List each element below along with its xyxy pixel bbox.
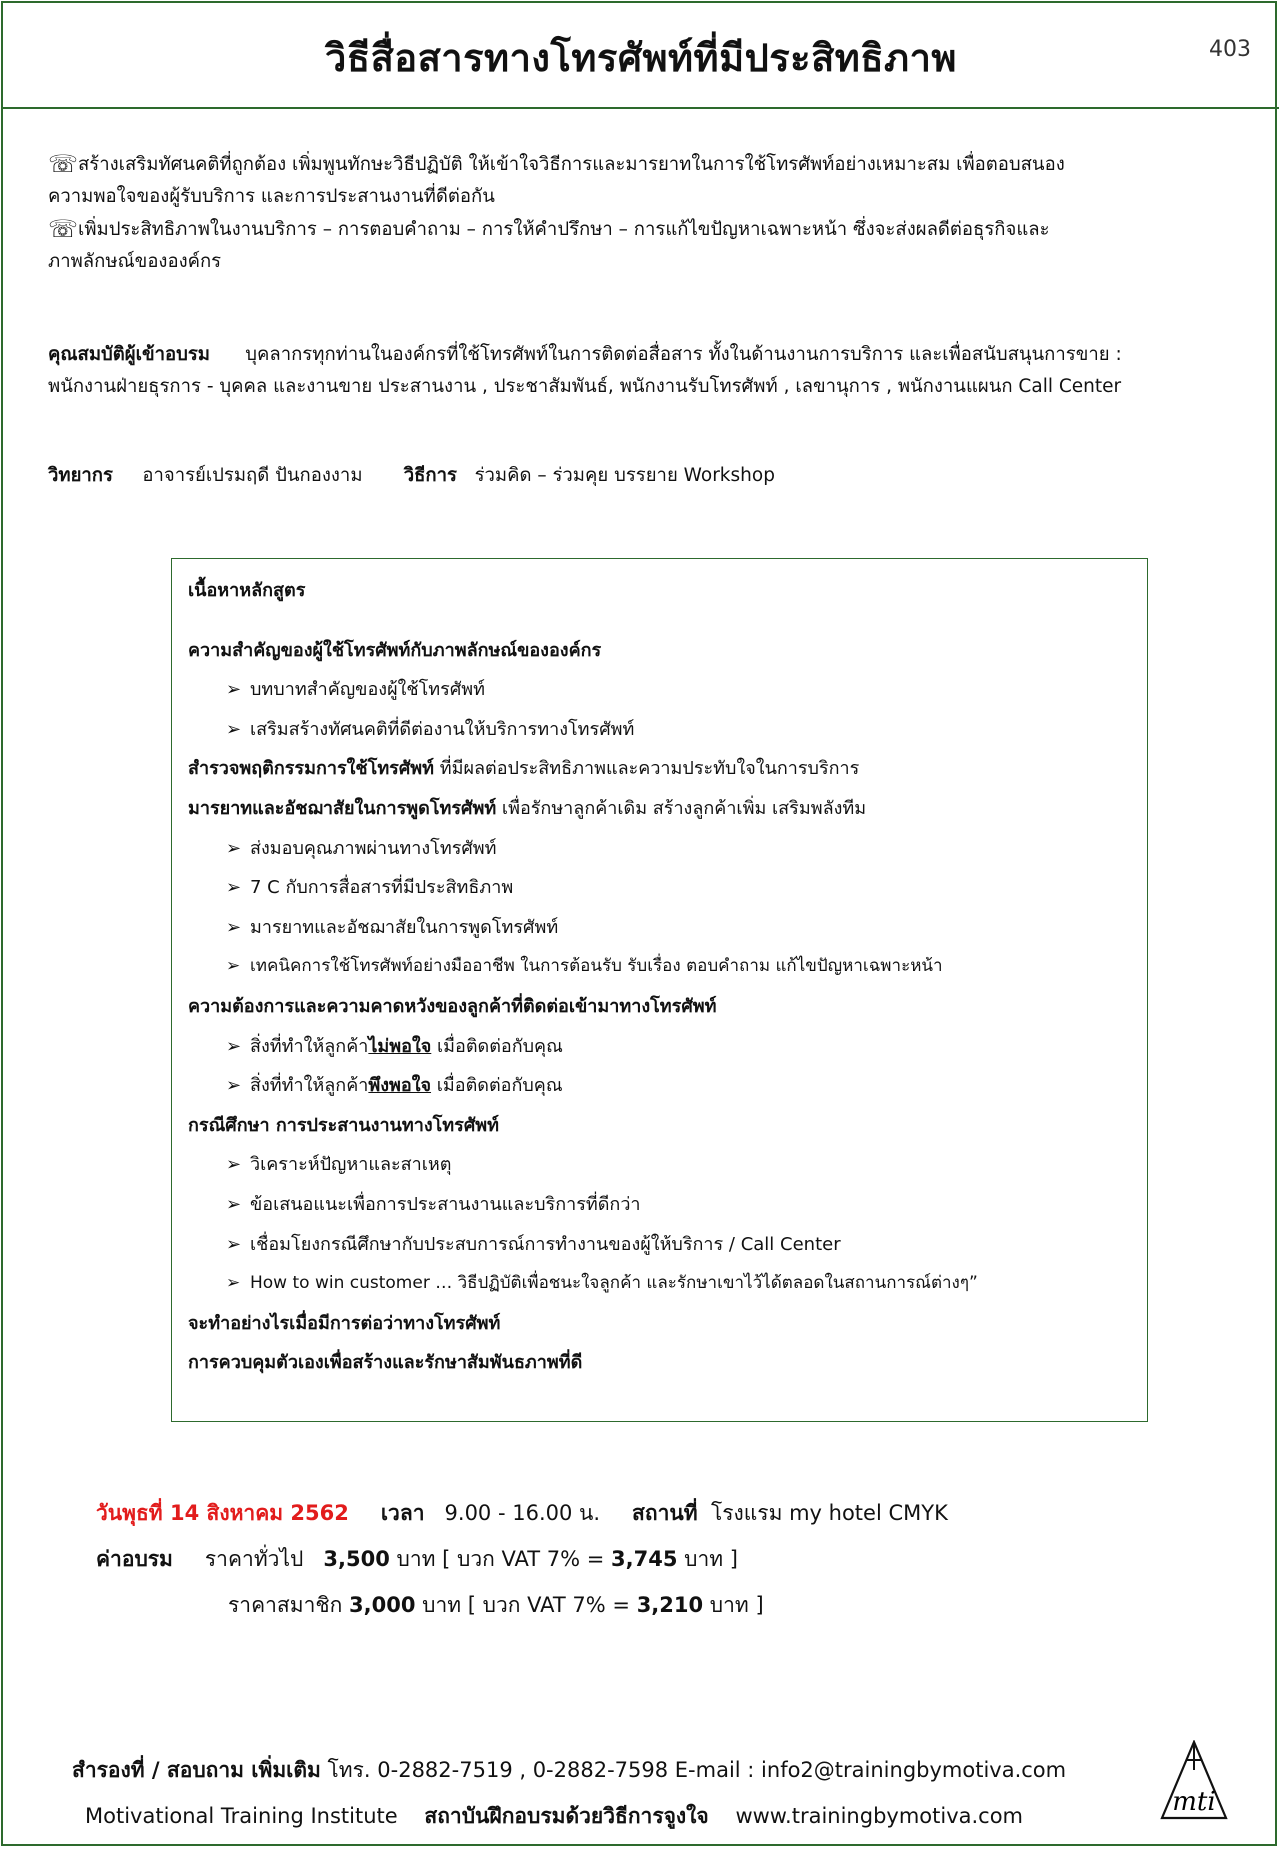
trainer-line: [48, 460, 1238, 492]
section-2-text: ที่มีผลต่อประสิทธิภาพและความประทับใจในการบริการ: [434, 758, 860, 780]
member-price-end: บาท ]: [703, 1593, 764, 1617]
list-item-text: เทคนิคการใช้โทรศัพท์อย่างมืออาชีพ ในการต้อนรับ รับเรื่อง ตอบคำถาม แก้ไขปัญหาเฉพาะหน้า: [250, 956, 943, 977]
intro-line-2: เพิ่มประสิทธิภาพในงานบริการ – การตอบคำถาม – การให้คำปรึกษา – การแก้ไขปัญหาเฉพาะหน้า ซึ่งจะส่งผลดีต่อธุรกิจและ: [78, 219, 1050, 240]
list-item: [188, 868, 1137, 908]
course-content-box: [171, 558, 1148, 1422]
list-item-text: บทบาทสำคัญของผู้ใช้โทรศัพท์: [250, 679, 485, 701]
page-number: 403: [1209, 37, 1251, 62]
section-4: ความต้องการและความคาดหวังของลูกค้าที่ติดต่อเข้ามาทางโทรศัพท์: [188, 995, 717, 1017]
list-item: [188, 908, 1137, 948]
list-item-text: มารยาทและอัชฌาสัยในการพูดโทรศัพท์: [250, 916, 559, 938]
section-5: กรณีศึกษา การประสานงานทางโทรศัพท์: [188, 1114, 499, 1136]
method-label: วิธีการ: [403, 465, 457, 486]
qualifications: [48, 339, 1238, 403]
arrow-bullet-icon: ➢: [226, 877, 242, 899]
org-name-en: Motivational Training Institute: [85, 1804, 398, 1828]
list-item: [188, 947, 1137, 987]
list-item: [188, 829, 1137, 869]
trainer-name: อาจารย์เปรมฤดี ปันกองงาม: [142, 465, 363, 486]
qualifications-label: คุณสมบัติผู้เข้าอบรม: [48, 344, 210, 365]
arrow-bullet-icon: ➢: [226, 718, 242, 740]
list-item-text: How to win customer … วิธีปฏิบัติเพื่อชนะใจลูกค้า และรักษาเขาไว้ได้ตลอดในสถานการณ์ต่างๆ”: [250, 1273, 978, 1294]
general-price-note: บาท [ บวก VAT 7% =: [389, 1547, 612, 1571]
arrow-bullet-icon: ➢: [226, 679, 242, 701]
general-price-end: บาท ]: [677, 1547, 738, 1571]
emphasis-text: พึงพอใจ: [368, 1075, 432, 1097]
logo-text: mti: [1172, 1787, 1216, 1817]
list-item: [188, 710, 1137, 750]
event-time: 9.00 - 16.00 น.: [444, 1501, 601, 1525]
member-price: 3,000: [349, 1593, 416, 1617]
qualifications-text-1: บุคลากรทุกท่านในองค์กรที่ใช้โทรศัพท์ในการติดต่อสื่อสาร ทั้งในด้านงานการบริการ และเพื่อสนับสนุนการขาย :: [245, 344, 1122, 365]
telephone-icon: ☏: [48, 215, 79, 243]
member-total: 3,210: [636, 1593, 704, 1617]
method-text: ร่วมคิด – ร่วมคุย บรรยาย Workshop: [474, 465, 775, 486]
list-item-text: เชื่อมโยงกรณีศึกษากับประสบการณ์การทำงานของผู้ให้บริการ / Call Center: [250, 1233, 841, 1255]
list-item-text: ส่งมอบคุณภาพผ่านทางโทรศัพท์: [250, 837, 497, 859]
section-3: [188, 789, 1137, 829]
list-item: [188, 1225, 1137, 1265]
section-1: ความสำคัญของผู้ใช้โทรศัพท์กับภาพลักษณ์ขององค์กร: [188, 639, 602, 661]
content-heading: เนื้อหาหลักสูตร: [188, 580, 306, 601]
emphasis-text: ไม่พอใจ: [368, 1035, 432, 1057]
list-item-text: 7 C กับการสื่อสารที่มีประสิทธิภาพ: [250, 877, 514, 899]
list-item-text: เสริมสร้างทัศนคติที่ดีต่องานให้บริการทางโทรศัพท์: [250, 718, 635, 740]
telephone-icon: ☏: [48, 150, 79, 178]
arrow-bullet-icon: ➢: [226, 1273, 241, 1294]
org-name-th: สถาบันฝึกอบรมด้วยวิธีการจูงใจ: [424, 1804, 709, 1828]
header: [3, 3, 1279, 109]
section-3-text: เพื่อรักษาลูกค้าเดิม สร้างลูกค้าเพิ่ม เสริมพลังทีม: [496, 797, 867, 819]
list-item-text: ข้อเสนอแนะเพื่อการประสานงานและบริการที่ดีกว่า: [250, 1193, 641, 1215]
event-date: วันพุธที่ 14 สิงหาคม 2562: [96, 1501, 349, 1525]
event-place: โรงแรม my hotel CMYK: [710, 1501, 948, 1525]
arrow-bullet-icon: ➢: [226, 1193, 242, 1215]
list-item: [188, 1185, 1137, 1225]
arrow-bullet-icon: ➢: [226, 1075, 242, 1097]
list-item-text: สิ่งที่ทำให้ลูกค้า: [250, 1035, 369, 1057]
list-item-text: เมื่อติดต่อกับคุณ: [431, 1075, 563, 1097]
general-price: 3,500: [323, 1547, 390, 1571]
general-price-label: ราคาทั่วไป: [204, 1547, 304, 1571]
list-item: [188, 1145, 1137, 1185]
member-price-label: ราคาสมาชิก: [228, 1593, 343, 1617]
qualifications-text-2: พนักงานฝ่ายธุรการ - บุคคล และงานขาย ประสานงาน , ประชาสัมพันธ์, พนักงานรับโทรศัพท์ , เลขานุการ , พนักงานแผนก Call Center: [48, 376, 1122, 397]
intro-line-1b: ความพอใจของผู้รับบริการ และการประสานงานที่ดีต่อกัน: [48, 186, 495, 207]
list-item: [188, 670, 1137, 710]
general-total: 3,745: [611, 1547, 678, 1571]
page-title: วิธีสื่อสารทางโทรศัพท์ที่มีประสิทธิภาพ: [325, 36, 957, 80]
list-item-text: เมื่อติดต่อกับคุณ: [431, 1035, 563, 1057]
list-item: [188, 1027, 1137, 1067]
arrow-bullet-icon: ➢: [226, 1035, 242, 1057]
schedule: [96, 1490, 948, 1628]
section-6: จะทำอย่างไรเมื่อมีการต่อว่าทางโทรศัพท์: [188, 1312, 501, 1334]
intro-objectives: [48, 148, 1238, 278]
trainer-label: วิทยากร: [48, 465, 113, 486]
list-item: [188, 1066, 1137, 1106]
website-link[interactable]: www.trainingbymotiva.com: [735, 1804, 1024, 1828]
arrow-bullet-icon: ➢: [226, 956, 241, 977]
arrow-bullet-icon: ➢: [226, 1154, 242, 1176]
section-2: [188, 749, 1137, 789]
reserve-label: สำรองที่ / สอบถาม เพิ่มเติม: [72, 1758, 321, 1782]
member-price-note: บาท [ บวก VAT 7% =: [415, 1593, 637, 1617]
arrow-bullet-icon: ➢: [226, 916, 242, 938]
section-2-title: สำรวจพฤติกรรมการใช้โทรศัพท์: [188, 758, 435, 780]
intro-line-1: สร้างเสริมทัศนคติที่ถูกต้อง เพิ่มพูนทักษะวิธีปฏิบัติ ให้เข้าใจวิธีการและมารยาทในการใช้โทรศัพท์อย่างเหมาะสม เพื่อตอบสนอง: [78, 154, 1065, 175]
section-3-title: มารยาทและอัชฌาสัยในการพูดโทรศัพท์: [188, 797, 497, 819]
list-item-text: วิเคราะห์ปัญหาและสาเหตุ: [250, 1154, 452, 1176]
place-label: สถานที่: [632, 1501, 698, 1525]
arrow-bullet-icon: ➢: [226, 837, 242, 859]
arrow-bullet-icon: ➢: [226, 1233, 242, 1255]
list-item-text: สิ่งที่ทำให้ลูกค้า: [250, 1075, 369, 1097]
mti-logo-icon: [1160, 1740, 1228, 1822]
fee-label: ค่าอบรม: [96, 1547, 173, 1571]
list-item: [188, 1264, 1137, 1304]
section-7: การควบคุมตัวเองเพื่อสร้างและรักษาสัมพันธภาพที่ดี: [188, 1352, 583, 1374]
contact-info[interactable]: โทร. 0-2882-7519 , 0-2882-7598 E-mail : info2@trainingbymotiva.com: [320, 1758, 1067, 1782]
intro-line-2b: ภาพลักษณ์ขององค์กร: [48, 251, 222, 272]
time-label: เวลา: [380, 1501, 425, 1525]
